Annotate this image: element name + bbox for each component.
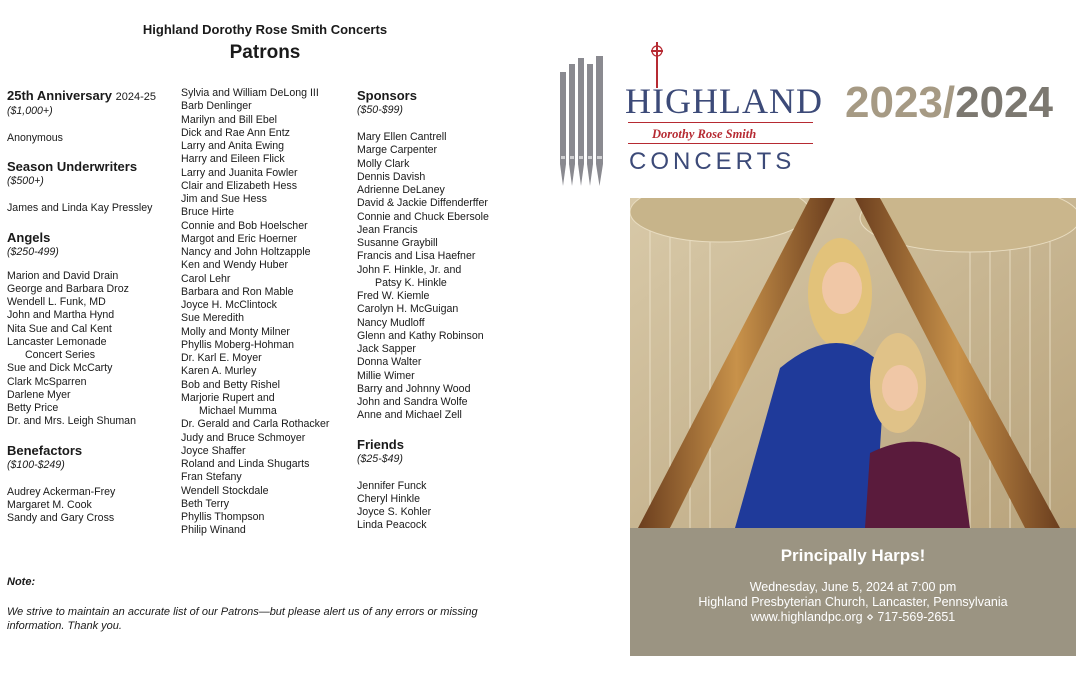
anniversary-name: Anonymous <box>7 132 63 144</box>
column-3 <box>357 88 532 533</box>
list-item: Marion and David Drain <box>7 269 119 282</box>
list-item: Darlene Myer <box>7 388 71 401</box>
benefactors-range: ($100-$249) <box>7 458 65 471</box>
list-item: Nancy Mudloff <box>357 316 425 329</box>
event-title: Principally Harps! <box>780 546 926 565</box>
list-item: David & Jackie Diffenderffer <box>357 197 488 210</box>
list-item: Fred W. Kiemle <box>357 290 430 302</box>
logo-concerts: CONCERTS <box>629 148 796 175</box>
list-item: John and Martha Hynd <box>7 309 115 322</box>
list-item: Judy and Bruce Schmoyer <box>181 431 306 444</box>
note-heading: Note: <box>7 576 36 588</box>
logo-dorothy: Dorothy Rose Smith <box>652 127 757 141</box>
list-item: Marilyn and Bill Ebel <box>181 113 277 126</box>
list-item: Phyllis Thompson <box>181 511 265 523</box>
list-item: Barbara and Ron Mable <box>181 285 294 298</box>
sponsors-heading: Sponsors <box>357 88 417 103</box>
list-item: Lancaster Lemonade <box>7 335 107 348</box>
list-item: Carolyn H. McGuigan <box>357 303 459 316</box>
list-item: Jean Francis <box>357 223 418 236</box>
list-item: Betty Price <box>7 402 59 414</box>
friends-list <box>357 480 532 533</box>
underwriters-range: ($500+) <box>7 175 44 188</box>
list-item: Margot and Eric Hoerner <box>181 232 297 245</box>
event-date: Wednesday, June 5, 2024 at 7:00 pm <box>749 580 957 594</box>
list-item: George and Barbara Droz <box>7 282 129 295</box>
angels-range: ($250-499) <box>7 245 59 258</box>
friends-heading: Friends <box>357 436 404 452</box>
event-caption <box>630 528 1076 656</box>
list-item: Jennifer Funck <box>357 479 427 492</box>
list-item: Clark McSparren <box>7 375 87 388</box>
underwriters-heading: Season Underwriters <box>7 159 138 175</box>
list-item: Beth Terry <box>181 497 230 510</box>
list-item: Michael Mumma <box>199 405 277 417</box>
list-item: Wendell Stockdale <box>181 484 269 497</box>
list-item: Connie and Bob Hoelscher <box>181 219 308 232</box>
list-item: Sue Meredith <box>181 312 245 325</box>
anniversary-range: ($1,000+) <box>7 105 53 117</box>
list-item: Harry and Eileen Flick <box>181 153 285 166</box>
list-item: Concert Series <box>25 349 96 361</box>
list-item: Fran Stefany <box>181 471 242 484</box>
list-item: Carol Lehr <box>181 272 231 285</box>
list-item: Patsy K. Hinkle <box>375 276 447 289</box>
list-item: Philip Winand <box>181 524 246 537</box>
list-item: Sue and Dick McCarty <box>7 362 113 375</box>
logo-highland: HIGHLAND <box>625 81 823 121</box>
list-item: Larry and Juanita Fowler <box>181 166 298 179</box>
list-item: Barb Denlinger <box>181 100 252 113</box>
list-item: Bruce Hirte <box>181 206 234 219</box>
list-item: Mary Ellen Cantrell <box>357 131 447 143</box>
program-title: Highland Dorothy Rose Smith Concerts <box>142 22 388 37</box>
list-item: Wendell L. Funk, MD <box>7 296 106 308</box>
list-item: Adrienne DeLaney <box>357 184 445 196</box>
benefactors-list <box>7 486 177 526</box>
event-contact: www.highlandpc.org ⋄ 717-569-2651 <box>750 610 956 624</box>
list-item: Dr. and Mrs. Leigh Shuman <box>7 415 136 428</box>
list-item: Ken and Wendy Huber <box>181 259 288 272</box>
list-item: Molly Clark <box>357 157 410 170</box>
column-1 <box>7 88 177 525</box>
logo-rule-bottom <box>628 143 813 144</box>
list-item: Jack Sapper <box>357 343 416 355</box>
list-item: Joyce S. Kohler <box>357 506 432 518</box>
friends-range: ($25-$49) <box>357 452 403 465</box>
list-item: Nita Sue and Cal Kent <box>7 322 112 335</box>
list-item: Dr. Karl E. Moyer <box>181 352 262 364</box>
column-2-list <box>181 87 353 538</box>
list-item: Joyce Shaffer <box>181 444 246 457</box>
logo-rule-top <box>628 122 813 123</box>
list-item: Barry and Johnny Wood <box>357 382 471 395</box>
list-item: Francis and Lisa Haefner <box>357 250 476 263</box>
list-item: Anne and Michael Zell <box>357 409 462 422</box>
list-item: Glenn and Kathy Robinson <box>357 329 484 342</box>
page-heading: Patrons <box>229 42 301 63</box>
event-venue: Highland Presbyterian Church, Lancaster, Pennsylvania <box>698 595 1008 609</box>
list-item: Sylvia and William DeLong III <box>181 87 319 99</box>
list-item: Marge Carpenter <box>357 144 438 157</box>
list-item: Dennis Davish <box>357 170 426 183</box>
list-item: Larry and Anita Ewing <box>181 140 285 152</box>
list-item: Bob and Betty Rishel <box>181 378 280 391</box>
list-item: Connie and Chuck Ebersole <box>357 210 489 223</box>
list-item: Marjorie Rupert and <box>181 391 275 404</box>
season-year: 2023/2024 <box>845 78 1053 127</box>
list-item: Sandy and Gary Cross <box>7 512 115 524</box>
list-item: Cheryl Hinkle <box>357 492 420 505</box>
list-item: Dick and Rae Ann Entz <box>181 126 290 139</box>
note-text: We strive to maintain an accurate list of our Patrons—but please alert us of any errors or missing information. Thank you. <box>7 606 478 632</box>
list-item: Millie Wimer <box>357 369 415 382</box>
list-item: Molly and Monty Milner <box>181 325 290 338</box>
list-item: John and Sandra Wolfe <box>357 396 468 408</box>
organ-pipes-icon <box>558 52 608 188</box>
angels-list <box>7 270 177 429</box>
list-item: Phyllis Moberg-Hohman <box>181 338 295 351</box>
list-item: Joyce H. McClintock <box>181 299 277 311</box>
list-item: Karen A. Murley <box>181 365 257 378</box>
benefactors-heading: Benefactors <box>7 442 83 458</box>
list-item: Jim and Sue Hess <box>181 193 267 205</box>
list-item: Clair and Elizabeth Hess <box>181 179 297 192</box>
list-item: Linda Peacock <box>357 519 427 532</box>
list-item: John F. Hinkle, Jr. and <box>357 263 462 276</box>
list-item: Susanne Graybill <box>357 237 438 249</box>
list-item: Roland and Linda Shugarts <box>181 458 310 470</box>
list-item: Dr. Gerald and Carla Rothacker <box>181 418 330 431</box>
anniversary-heading: 25th Anniversary 2024-25 <box>7 88 157 103</box>
list-item: Nancy and John Holtzapple <box>181 246 311 258</box>
underwriters-name: James and Linda Kay Pressley <box>7 202 153 215</box>
harpists-photo <box>630 198 1076 528</box>
angels-heading: Angels <box>7 229 51 245</box>
sponsors-range: ($50-$99) <box>357 104 403 116</box>
sponsors-list <box>357 131 532 423</box>
list-item: Donna Walter <box>357 356 422 369</box>
list-item: Audrey Ackerman-Frey <box>7 485 116 498</box>
list-item: Margaret M. Cook <box>7 498 92 511</box>
